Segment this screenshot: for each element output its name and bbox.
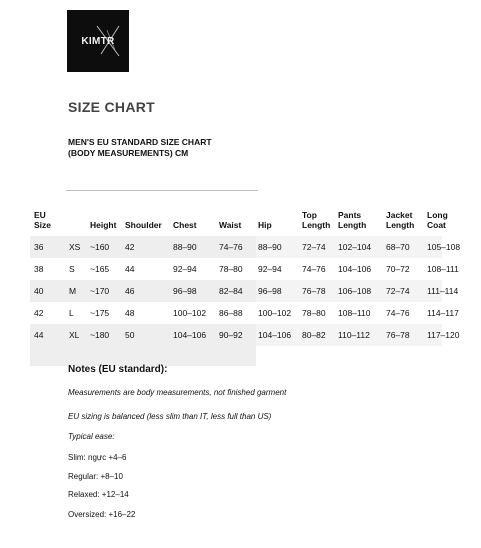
table-row xyxy=(30,324,460,346)
chart-subtitle xyxy=(68,137,212,159)
cell-long-coat: 117–120 xyxy=(427,330,460,340)
header-eu-size-line1: EU xyxy=(34,210,46,220)
cell-jacket-length: 74–76 xyxy=(386,308,410,318)
header-long-coat-line1: Long xyxy=(427,210,448,220)
cell-shoulder: 48 xyxy=(125,308,135,318)
cell-pants-length: 108–110 xyxy=(338,308,371,318)
cell-jacket-length: 72–74 xyxy=(386,286,410,296)
cell-chest: 88–90 xyxy=(173,242,197,252)
table-row xyxy=(30,280,459,302)
header-top-length-line2: Length xyxy=(302,220,331,230)
cell-long-coat: 108–111 xyxy=(427,264,459,274)
header-height: Height xyxy=(90,220,117,230)
cell-jacket-length: 70–72 xyxy=(386,264,410,274)
cell-chest: 104–106 xyxy=(173,330,207,340)
cell-waist: 86–88 xyxy=(219,308,243,318)
cell-waist: 90–92 xyxy=(219,330,243,340)
cell-eu-size: 40 xyxy=(34,286,44,296)
subtitle-line-2: (BODY MEASUREMENTS) CM xyxy=(68,148,189,158)
cell-top-length: 76–78 xyxy=(302,286,326,296)
header-waist: Waist xyxy=(219,220,242,230)
cell-jacket-length: 76–78 xyxy=(386,330,410,340)
cell-waist: 74–76 xyxy=(219,242,243,252)
cell-top-length: 80–82 xyxy=(302,330,326,340)
header-pants-length xyxy=(338,210,366,230)
header-chest: Chest xyxy=(173,220,197,230)
note-sizing: EU sizing is balanced (less slim than IT, less full than US) xyxy=(68,412,272,421)
cell-hip: 96–98 xyxy=(258,286,282,296)
note-ease-slim: Slim: ngực +4–6 xyxy=(68,453,127,462)
cell-jacket-length: 68–70 xyxy=(386,242,410,252)
header-pants-length-line2: Length xyxy=(338,220,367,230)
cell-chest: 96–98 xyxy=(173,286,197,296)
brand-logo xyxy=(67,10,129,72)
cell-top-length: 72–74 xyxy=(302,242,326,252)
note-measurements: Measurements are body measurements, not finished garment xyxy=(68,388,287,397)
cell-eu-size: 44 xyxy=(34,330,44,340)
notes-title: Notes (EU standard): xyxy=(68,364,168,375)
cell-hip: 92–94 xyxy=(258,264,282,274)
cell-shoulder: 46 xyxy=(125,286,135,296)
cell-waist: 82–84 xyxy=(219,286,243,296)
header-shoulder: Shoulder xyxy=(125,220,162,230)
cell-size-letter: XL xyxy=(69,330,80,340)
cell-height: ~180 xyxy=(90,330,110,340)
cell-pants-length: 106–108 xyxy=(338,286,372,296)
header-eu-size-line2: Size xyxy=(34,220,52,230)
cell-waist: 78–80 xyxy=(219,264,243,274)
header-long-coat xyxy=(427,210,448,230)
cell-eu-size: 42 xyxy=(34,308,44,318)
cell-size-letter: XS xyxy=(69,242,81,252)
table-row xyxy=(30,258,459,280)
note-ease-title: Typical ease: xyxy=(68,432,115,441)
cell-long-coat: 111–114 xyxy=(427,286,459,296)
cell-height: ~170 xyxy=(90,286,110,296)
header-eu-size xyxy=(34,210,51,230)
cell-eu-size: 36 xyxy=(34,242,44,252)
table-row xyxy=(30,236,461,258)
cell-size-letter: L xyxy=(69,308,74,318)
header-top-length xyxy=(302,210,330,230)
cell-hip: 104–106 xyxy=(258,330,292,340)
cell-pants-length: 102–104 xyxy=(338,242,372,252)
header-long-coat-line2: Coat xyxy=(427,220,446,230)
note-ease-relaxed: Relaxed: +12–14 xyxy=(68,490,129,499)
logo-text: KIMTR xyxy=(81,35,115,47)
cell-height: ~165 xyxy=(90,264,110,274)
cell-pants-length: 104–106 xyxy=(338,264,372,274)
page-title: SIZE CHART xyxy=(68,99,155,115)
subtitle-line-1: MEN'S EU STANDARD SIZE CHART xyxy=(68,137,212,147)
table-footer-band xyxy=(30,346,256,366)
cell-size-letter: M xyxy=(69,286,77,296)
cell-eu-size: 38 xyxy=(34,264,44,274)
cell-height: ~175 xyxy=(90,308,110,318)
divider xyxy=(66,190,258,191)
cell-chest: 92–94 xyxy=(173,264,197,274)
header-jacket-length-line1: Jacket xyxy=(386,210,413,220)
header-jacket-length xyxy=(386,210,414,230)
cell-shoulder: 50 xyxy=(125,330,135,340)
note-ease-regular: Regular: +8–10 xyxy=(68,472,123,481)
table-header-row xyxy=(30,206,448,236)
header-pants-length-line1: Pants xyxy=(338,210,362,220)
cell-long-coat: 114–117 xyxy=(427,308,459,318)
header-jacket-length-line2: Length xyxy=(386,220,415,230)
table-row xyxy=(30,302,459,324)
cell-long-coat: 105–108 xyxy=(427,242,461,252)
cell-top-length: 78–80 xyxy=(302,308,326,318)
header-hip: Hip xyxy=(258,220,272,230)
cell-hip: 88–90 xyxy=(258,242,282,252)
cell-hip: 100–102 xyxy=(258,308,292,318)
cell-size-letter: S xyxy=(69,264,75,274)
cell-shoulder: 42 xyxy=(125,242,135,252)
cell-shoulder: 44 xyxy=(125,264,135,274)
note-ease-oversized: Oversized: +16–22 xyxy=(68,510,136,519)
header-top-length-line1: Top xyxy=(302,210,317,220)
size-table xyxy=(30,206,461,366)
cell-pants-length: 110–112 xyxy=(338,330,370,340)
cell-top-length: 74–76 xyxy=(302,264,326,274)
cell-height: ~160 xyxy=(90,242,110,252)
cell-chest: 100–102 xyxy=(173,308,207,318)
